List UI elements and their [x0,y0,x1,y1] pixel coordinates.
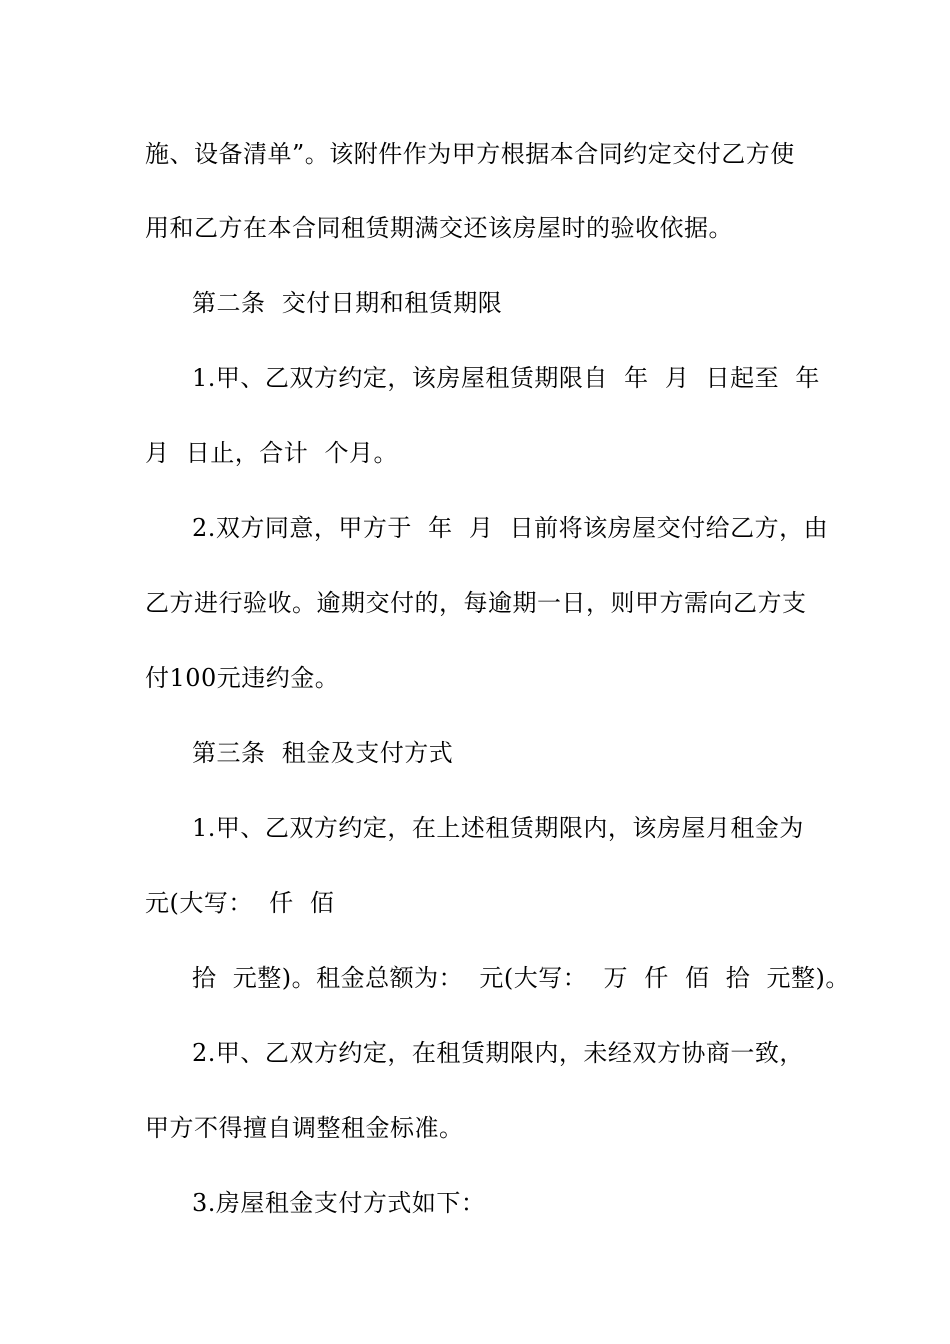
paragraph-line: 月 日止，合计 个月。 [145,439,399,467]
paragraph-line: 拾 元整)。租金总额为： 元(大写： 万 仟 佰 拾 元整)。 [192,964,850,992]
paragraph-line: 甲方不得擅自调整租金标准。 [145,1114,464,1142]
paragraph-line: 乙方进行验收。逾期交付的，每逾期一日，则甲方需向乙方支 [145,589,807,617]
paragraph-line: 1.甲、乙双方约定，该房屋租赁期限自 年 月 日起至 年 [192,364,820,392]
paragraph-line: 元(大写： 仟 佰 [145,889,335,917]
paragraph-line: 用和乙方在本合同租赁期满交还该房屋时的验收依据。 [145,214,733,242]
article-heading: 第三条 租金及支付方式 [192,739,454,767]
paragraph-line: 2.甲、乙双方约定，在租赁期限内，未经双方协商一致， [192,1039,804,1067]
paragraph-line: 施、设备清单”。该附件作为甲方根据本合同约定交付乙方使 [145,140,795,168]
paragraph-line: 付100元违约金。 [145,664,340,692]
paragraph-line: 1.甲、乙双方约定，在上述租赁期限内，该房屋月租金为 [192,814,804,842]
paragraph-line: 2.双方同意，甲方于 年 月 日前将该房屋交付给乙方，由 [192,514,829,542]
article-heading: 第二条 交付日期和租赁期限 [192,289,503,317]
paragraph-line: 3.房屋租金支付方式如下： [192,1189,486,1217]
